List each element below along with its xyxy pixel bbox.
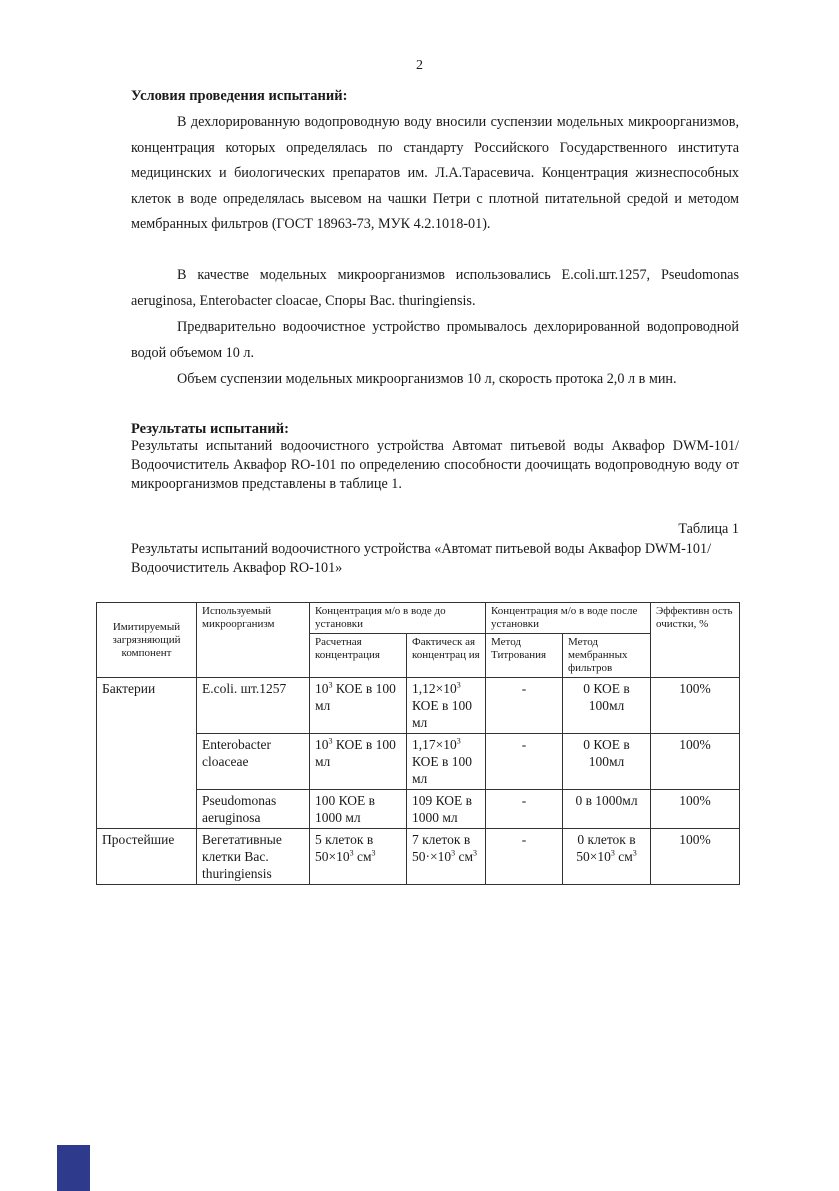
cell-membrane: 0 КОЕ в 100мл (563, 678, 651, 734)
cell-calc: $10^3$ КОЕ в 100 мл (310, 734, 407, 790)
cell-efficiency: 100% (651, 678, 740, 734)
results-text: Результаты испытаний водоочистного устройства Автомат питьевой воды Аквафор DWM-101/Водоочиститель Аквафор RO-101 по определению способности доочищать водопроводную воду от микроорганизмов представлены в таблице 1. (131, 438, 739, 492)
table-label: Таблица 1 (678, 521, 739, 537)
cell-efficiency: 100% (651, 829, 740, 885)
cell-organism: Вегетативные клетки Bac. thuringiensis (197, 829, 310, 885)
cell-titration: - (486, 678, 563, 734)
cell-titration: - (486, 790, 563, 829)
header-after-membrane: Метод мембранных фильтров (563, 634, 651, 678)
header-before-calc: Расчетная концентрация (310, 634, 407, 678)
table-row (97, 829, 740, 885)
table-row (97, 678, 740, 734)
cell-membrane: 0 в 1000мл (563, 790, 651, 829)
cell-actual: $1,12\times 10^3$ КОЕ в 100 мл (407, 678, 486, 734)
header-organism: Используемый микроорганизм (197, 603, 310, 678)
header-component: Имитируемый загрязняющий компонент (97, 603, 197, 678)
header-efficiency: Эффективн ость очистки, % (651, 603, 740, 678)
cell-actual: 109 КОЕ в 1000 мл (407, 790, 486, 829)
conditions-paragraph-3: Предварительно водоочистное устройство промывалось дехлорированной водопроводной водой объемом 10 л. (131, 319, 739, 361)
conditions-heading: Условия проведения испытаний: (131, 88, 348, 104)
cell-membrane: 0 клеток в $50\times 10^3$ $см^3$ (563, 829, 651, 885)
cell-membrane: 0 КОЕ в 100мл (563, 734, 651, 790)
results-table (96, 602, 740, 885)
page-number: 2 (416, 58, 423, 73)
cell-organism: Pseudomonas aeruginosa (197, 790, 310, 829)
cell-calc: 100 КОЕ в 1000 мл (310, 790, 407, 829)
table-header-row (97, 603, 740, 634)
conditions-paragraph-2: В качестве модельных микроорганизмов использовались E.coli.шт.1257, Pseudomonas aeruginosa, Enterobacter cloacae, Споры Bac. thuringiensis. (131, 267, 739, 309)
cell-component: Бактерии (97, 678, 197, 829)
cell-efficiency: 100% (651, 734, 740, 790)
header-before-actual: Фактическ ая концентрац ия (407, 634, 486, 678)
header-after-titration: Метод Титрования (486, 634, 563, 678)
results-heading: Результаты испытаний: (131, 421, 289, 437)
cell-actual: 7 клеток в $50\cdot\times 10^3$ $см^3$ (407, 829, 486, 885)
conditions-paragraph-1: В дехлорированную водопроводную воду вносили суспензии модельных микроорганизмов, концентрация которых определялась по стандарту Российского Государственного института медицинских и биологических препаратов им. Л.А.Тарасевича. Концентрация жизнеспособных клеток в воде определялась высевом на чашки Петри с плотной питательной средой и методом мембранных фильтров (ГОСТ 18963-73, МУК 4.2.1018-01). (131, 114, 739, 233)
cell-calc: 5 клеток в $50\times 10^3$ $см^3$ (310, 829, 407, 885)
header-before: Концентрация м/о в воде до установки (310, 603, 486, 634)
cell-efficiency: 100% (651, 790, 740, 829)
cell-component: Простейшие (97, 829, 197, 885)
page-accent-bar (57, 1145, 90, 1191)
conditions-paragraph-4: Объем суспензии модельных микроорганизмов 10 л, скорость протока 2,0 л в мин. (177, 371, 677, 387)
header-after: Концентрация м/о в воде после установки (486, 603, 651, 634)
cell-organism: E.coli. шт.1257 (197, 678, 310, 734)
cell-organism: Enterobacter cloaceae (197, 734, 310, 790)
cell-calc: $10^3$ КОЕ в 100 мл (310, 678, 407, 734)
table-title: Результаты испытаний водоочистного устройства «Автомат питьевой воды Аквафор DWM-101/Водоочиститель Аквафор RO-101» (131, 541, 712, 576)
cell-titration: - (486, 734, 563, 790)
cell-actual: $1,17\times 10^3$ КОЕ в 100 мл (407, 734, 486, 790)
cell-titration: - (486, 829, 563, 885)
